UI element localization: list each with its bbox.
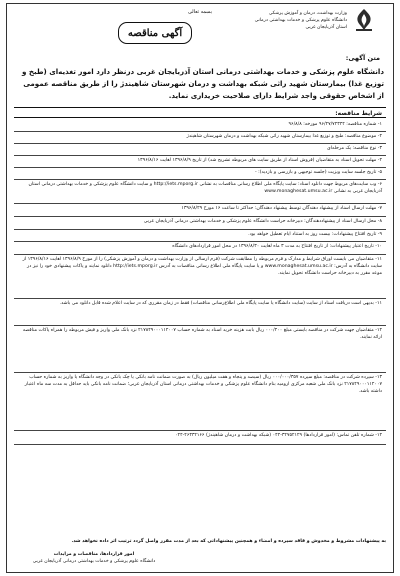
condition-row: ۱۲- متقاضیان جهت شرکت در مناقصه بایستی مبلغ ۰۰۰/۲۰۰ ریال بابت هزینه خرید اسناد به شماره حساب ۲۱۷۸۴۹۰۰۰۱۱۲۰۰۷ نزد بانک ملی واریز و فیش مربوطه را همراه پاکات مناقصه ارائه نمایند. [14, 326, 386, 373]
conditions-title: شرایط مناقصه: [14, 107, 386, 118]
condition-row: ۷- مهلت ارسال اسناد از پیشنهاد دهندگان توسط پیشنهاد دهندگان: حداکثر تا ساعت ۱۶ مورخ ۱۳۹۶/۸/۲۹ [14, 204, 386, 217]
condition-row: ۵- تاریخ جلسه سایت ویزیت (جلسه توجیهی و بازرسی و بازدید): - [14, 168, 386, 180]
conditions-list [14, 120, 386, 537]
org-line-3: استان آذربایجان غربی [305, 25, 347, 30]
university-logo-icon [350, 7, 378, 33]
signature-block [14, 551, 174, 565]
org-line-2: دانشگاه علوم پزشکی و خدمات بهداشتی درمانی [254, 18, 347, 23]
condition-row: ۱۱- متقاضیان می بایست اوراق شرایط و مدارک و فرم مربوطه را مطابقت شرکت (فرم ارسالی از وزارت بهداشت و درمان و آموزش پزشکی) را از مورخ ۱۳۹۶/۸/۹ لغایت ۱۳۹۶/۸/۱۶ از سایت دانشگاه به آدرس: www.monaghesat.umsu.ac.ir و یا سایت پایگاه ملی اطلاع رسانی مناقصات به آدرس http://iets.mporg.ir دانلود نمایند و پاکات پیشنهادی خود را نیز در موعد مقرر به دبیرخانه حراست دانشگاه تحویل نمایند. [14, 255, 386, 299]
condition-row: ۱۴- شماره تلفن تماس: (امور قراردادها) ۳۲۷۵۲۱۲۹-۰۴۴ (شبکه بهداشت و درمان شاهیندژ) ۴۶۳۳۲۱۶۶-۰۴۴ [14, 431, 386, 445]
condition-row: ۶- وب سایت‌های مربوط جهت دانلود اسناد: سایت پایگاه ملی اطلاع رسانی مناقصات به نشانی http://iets.mporg.ir و سایت دانشگاه علوم پزشکی و خدمات بهداشتی درمانی استان آذربایجان غربی به نشانی www.monaghesat.umsu.ac.ir [14, 180, 386, 204]
condition-row: ۳- نوع مناقصه: یک مرحله‌ای [14, 144, 386, 156]
condition-row: ۱- شماره مناقصه: ۹۶/۴۷/۷۴۳۴۴ مورخه: ۹۶/۸/۸ [14, 120, 386, 132]
tender-title: آگهی مناقصه [118, 22, 192, 44]
intro-text: دانشگاه علوم پزشکی و خدمات بهداشتی درمانی استان آذربایجان غربی درنظر دارد امور تغذیه‌ای (طبخ و توزیع غذا) بیمارستان شهید راثی شبکه بهداشت و درمان شهرستان شاهیندژ را از طریق مناقصه عمومی از اشخاص حقوقی واجد شرایط دارای صلاحیت خریداری نماید. [21, 67, 384, 100]
condition-row: ۸- محل ارسال اسناد از پیشنهاددهندگان: دبیرخانه حراست دانشگاه علوم پزشکی و خدمات بهداشتی درمانی آذربایجان غربی [14, 217, 386, 230]
condition-row: ۱۰- تاریخ اعتبار پیشنهادات: از تاریخ افتتاح به مدت ۳ ماه لغایت ۱۳۹۶/۸/۳۰ در محل امور قراردادهای دانشگاه [14, 242, 386, 255]
condition-row: ۹- تاریخ افتتاح پیشنهادات: بیست روز به استناد ایام تعطیل خواهد بود. [14, 230, 386, 242]
intro-label: متن آگهی: [345, 54, 380, 62]
org-line-1: وزارت بهداشت، درمان و آموزش پزشکی [268, 11, 347, 16]
condition-row: ۴- مهلت تحویل اسناد به متقاضیان (فروش اسناد از طریق سایت های مربوطه تشریح شد) از تاریخ ۱۳۹۶/۸/۹ لغایت ۱۳۹۶/۸/۱۶ [14, 156, 386, 168]
footer-note: به پیشنهادات مشروط و مخدوش و فاقد سپرده و امضاء و همچنین پیشنهاداتی که بعد از مدت مقرر واصل گردد ترتیب اثر داده نخواهد شد. [71, 539, 386, 544]
bismillah-heading: بسمه تعالی [187, 9, 213, 15]
condition-row: ۱۳- سپرده شرکت در مناقصه: مبلغ سپرده ۰۰۰/۰۰۰/۳۵۷ ریال (سیصد و پنجاه و هفت میلیون ریال) به صورت ضمانت نامه بانکی یا چک بانکی در وجه دانشگاه یا واریز به شماره حساب ۲۱۷۸۴۹۰۰۰۱۱۲۰۰۷ نزد بانک ملی شعبه مرکزی ارومیه بنام دانشگاه علوم پزشکی و خدمات بهداشتی درمانی استان آذربایجان غربی؛ ضمانت نامه بانکی باید حداقل به مدت سه ماه اعتبار داشته باشد. [14, 373, 386, 431]
signature-line-1: امور قراردادها، مناقصات و مزایدات [53, 552, 135, 557]
signature-line-2: دانشگاه علوم پزشکی و خدمات بهداشتی درمانی آذربایجان غربی [32, 559, 156, 564]
condition-row: ۱۱- بدیهی است دریافت اسناد از سایت (سایت دانشگاه یا سایت پایگاه ملی اطلاع‌رسانی مناقصات) فقط در زمان مقرری که در سایت اعلام شده قابل دانلود می باشد. [14, 299, 386, 326]
condition-row: ۲- موضوع مناقصه: طبخ و توزیع غذا بیمارستان شهید راثی شبکه بهداشت و درمان شهرستان شاهیندژ [14, 132, 386, 144]
organization-block [212, 10, 347, 31]
